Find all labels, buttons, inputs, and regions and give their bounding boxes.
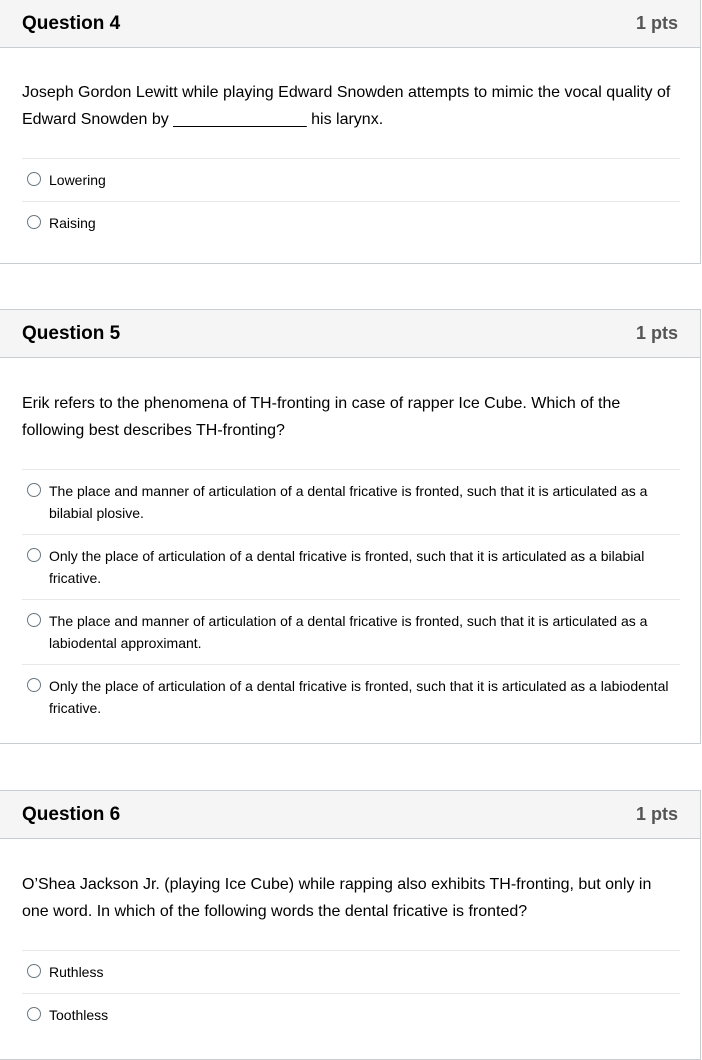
radio-button[interactable]: [27, 215, 41, 229]
answer-label: Ruthless: [49, 964, 104, 980]
answer-option[interactable]: [22, 993, 680, 1036]
question-4: [0, 0, 701, 264]
radio-button[interactable]: [27, 172, 41, 186]
radio-button[interactable]: [27, 613, 41, 627]
question-text: O’Shea Jackson Jr. (playing Ice Cube) while rapping also exhibits TH-fronting, but only in one word. In which of the following words the dental fricative is fronted?: [22, 876, 652, 920]
question-text: Joseph Gordon Lewitt while playing Edward Snowden attempts to mimic the vocal quality of Edward Snowden by _______________ his larynx.: [22, 84, 671, 128]
radio-button[interactable]: [27, 964, 41, 978]
radio-button[interactable]: [27, 548, 41, 562]
radio-button[interactable]: [27, 1007, 41, 1021]
question-points: 1 pts: [635, 13, 678, 33]
question-title: Question 6: [22, 803, 121, 825]
question-points: 1 pts: [635, 323, 678, 343]
question-header: [0, 310, 700, 358]
answer-option[interactable]: [22, 158, 680, 201]
answer-label: Only the place of articulation of a dental fricative is fronted, such that it is articulated as a bilabial fricative.: [49, 548, 645, 586]
answer-label: Toothless: [49, 1007, 109, 1023]
answer-list: [22, 469, 680, 729]
question-title: Question 5: [22, 322, 121, 344]
answer-option[interactable]: [22, 664, 680, 729]
answer-option[interactable]: [22, 950, 680, 993]
question-5: [0, 309, 701, 744]
answer-option[interactable]: [22, 201, 680, 244]
radio-button[interactable]: [27, 678, 41, 692]
answer-option[interactable]: [22, 534, 680, 599]
answer-list: [22, 158, 680, 244]
question-header: [0, 791, 700, 839]
answer-label: Only the place of articulation of a dental fricative is fronted, such that it is articulated as a labiodental fricative.: [49, 678, 669, 716]
answer-option[interactable]: [22, 469, 680, 534]
answer-list: [22, 950, 680, 1036]
answer-label: The place and manner of articulation of a dental fricative is fronted, such that it is articulated as a labiodental approximant.: [49, 613, 648, 651]
answer-label: The place and manner of articulation of a dental fricative is fronted, such that it is articulated as a bilabial plosive.: [49, 483, 648, 521]
question-text: Erik refers to the phenomena of TH-fronting in case of rapper Ice Cube. Which of the following best describes TH-fronting?: [22, 395, 621, 439]
answer-label: Lowering: [49, 172, 106, 188]
question-6: [0, 790, 701, 1060]
question-header: [0, 0, 700, 48]
answer-label: Raising: [49, 215, 96, 231]
question-points: 1 pts: [635, 804, 678, 824]
answer-option[interactable]: [22, 599, 680, 664]
question-title: Question 4: [22, 12, 121, 34]
radio-button[interactable]: [27, 483, 41, 497]
